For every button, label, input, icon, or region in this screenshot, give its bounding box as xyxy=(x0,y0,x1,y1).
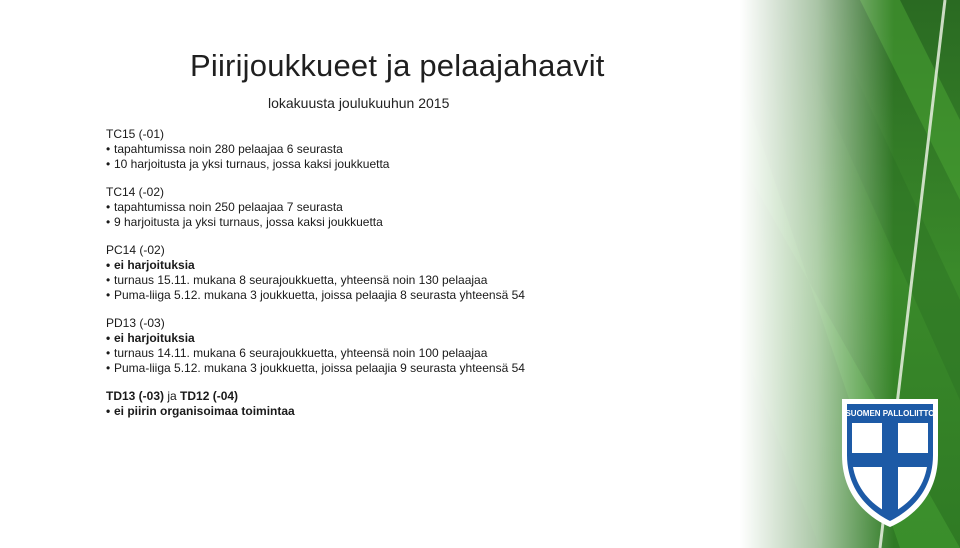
bullet-icon: • xyxy=(106,346,111,360)
list-item xyxy=(106,346,746,361)
list-item xyxy=(106,200,746,215)
heading-td13: TD13 (-03) xyxy=(106,389,165,403)
heading-join: ja xyxy=(164,389,181,403)
list-item-text: turnaus 14.11. mukana 6 seurajoukkuetta, yhteensä noin 100 pelaajaa xyxy=(114,346,488,360)
list-item-text: Puma-liiga 5.12. mukana 3 joukkuetta, joissa pelaajia 8 seurasta yhteensä 54 xyxy=(114,288,525,302)
bullet-icon: • xyxy=(106,273,111,287)
list-item xyxy=(106,157,746,172)
bullet-icon: • xyxy=(106,288,111,302)
list-item-text: tapahtumissa noin 250 pelaajaa 7 seurasta xyxy=(114,200,343,214)
bullet-icon: • xyxy=(106,331,111,345)
section-tc15 xyxy=(106,127,746,172)
list-item-text: ei harjoituksia xyxy=(114,331,195,345)
bullet-icon: • xyxy=(106,215,111,229)
section-tc14 xyxy=(106,185,746,230)
bullet-icon: • xyxy=(106,142,111,156)
section-heading: TC15 (-01) xyxy=(106,127,165,141)
list-item xyxy=(106,404,746,419)
list-item xyxy=(106,258,746,273)
slide-subtitle: lokakuusta joulukuuhun 2015 xyxy=(268,95,450,111)
list-item xyxy=(106,215,746,230)
section-td13-td12 xyxy=(106,389,746,419)
list-item-text: 9 harjoitusta ja yksi turnaus, jossa kaksi joukkuetta xyxy=(114,215,383,229)
logo-text: SUOMEN PALLOLIITTO xyxy=(845,409,935,418)
list-item xyxy=(106,142,746,157)
bullet-icon: • xyxy=(106,157,111,171)
list-item xyxy=(106,331,746,346)
list-item xyxy=(106,288,746,303)
list-item-text: Puma-liiga 5.12. mukana 3 joukkuetta, joissa pelaajia 9 seurasta yhteensä 54 xyxy=(114,361,525,375)
section-pc14 xyxy=(106,243,746,303)
list-item-text: ei harjoituksia xyxy=(114,258,195,272)
heading-td12: TD12 (-04) xyxy=(180,389,239,403)
bullet-icon: • xyxy=(106,404,111,418)
bullet-icon: • xyxy=(106,200,111,214)
list-item-text: 10 harjoitusta ja yksi turnaus, jossa kaksi joukkuetta xyxy=(114,157,390,171)
section-pd13 xyxy=(106,316,746,376)
suomen-palloliitto-logo xyxy=(838,395,942,531)
bullet-icon: • xyxy=(106,258,111,272)
list-item-text: tapahtumissa noin 280 pelaajaa 6 seurasta xyxy=(114,142,343,156)
bullet-icon: • xyxy=(106,361,111,375)
section-heading: PD13 (-03) xyxy=(106,316,165,330)
list-item xyxy=(106,273,746,288)
list-item xyxy=(106,361,746,376)
slide-title: Piirijoukkueet ja pelaajahaavit xyxy=(190,48,605,83)
section-heading: PC14 (-02) xyxy=(106,243,165,257)
section-heading xyxy=(106,389,746,404)
list-item-text: turnaus 15.11. mukana 8 seurajoukkuetta, yhteensä noin 130 pelaajaa xyxy=(114,273,488,287)
list-item-text: ei piirin organisoimaa toimintaa xyxy=(114,404,295,418)
section-heading: TC14 (-02) xyxy=(106,185,165,199)
slide-content xyxy=(106,127,746,432)
